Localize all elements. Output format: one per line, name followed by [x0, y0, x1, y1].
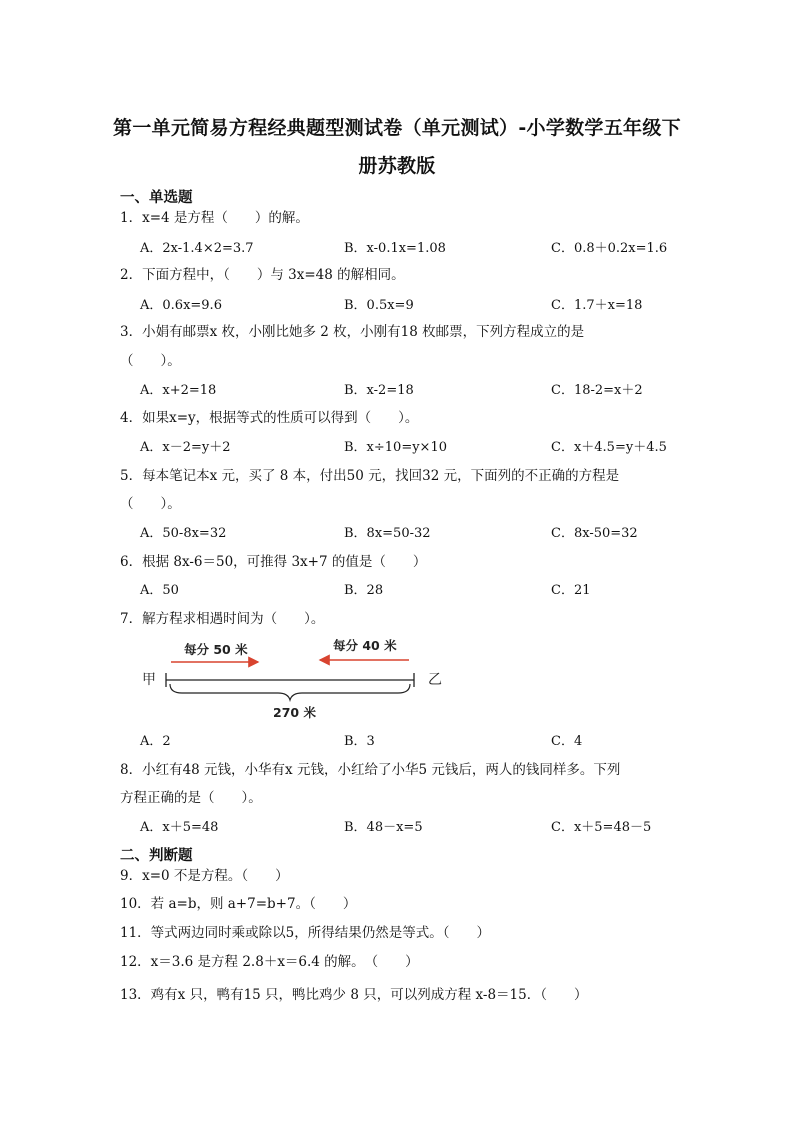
option-8b[interactable]: B．48－x=5: [344, 820, 423, 835]
option-6a[interactable]: A．50: [140, 583, 179, 598]
option-4a[interactable]: A．x－2=y＋2: [140, 440, 231, 455]
option-5b[interactable]: B．8x=50-32: [344, 526, 431, 541]
diagram-speed-right: 每分 40 米: [333, 638, 397, 653]
meeting-distance-diagram: [138, 633, 448, 723]
question-13: 13．鸡有x 只，鸭有15 只，鸭比鸡少 8 只，可以列成方程 x-8＝15．（ ）: [120, 987, 588, 1003]
page-title-line-2: 册苏教版: [358, 155, 436, 177]
option-2c[interactable]: C．1.7＋x=18: [551, 298, 643, 313]
option-6c[interactable]: C．21: [551, 583, 591, 598]
option-7a[interactable]: A．2: [140, 734, 171, 749]
option-5a[interactable]: A．50-8x=32: [140, 526, 227, 541]
question-8-continuation: 方程正确的是（ ）。: [120, 790, 262, 806]
question-5: 5．每本笔记本x 元，买了 8 本，付出50 元，找回32 元，下面列的不正确的方程是: [120, 468, 620, 484]
diagram-label-yi: 乙: [428, 672, 442, 688]
page-title-line-1: 第一单元简易方程经典题型测试卷（单元测试）-小学数学五年级下: [113, 117, 681, 139]
diagram-total-distance: 270 米: [273, 705, 316, 720]
option-1b[interactable]: B．x-0.1x=1.08: [344, 241, 446, 256]
question-9: 9．x=0 不是方程。（ ）: [120, 868, 289, 884]
option-7c[interactable]: C．4: [551, 734, 583, 749]
section-heading-true-false: 二、判断题: [120, 848, 193, 864]
option-1a[interactable]: A．2x-1.4×2=3.7: [140, 241, 254, 256]
option-2b[interactable]: B．0.5x=9: [344, 298, 414, 313]
option-1c[interactable]: C．0.8＋0.2x=1.6: [551, 241, 668, 256]
question-7: 7．解方程求相遇时间为（ ）。: [120, 611, 325, 627]
question-8: 8．小红有48 元钱，小华有x 元钱，小红给了小华5 元钱后，两人的钱同样多。下列: [120, 762, 621, 778]
question-1: 1．x=4 是方程（ ）的解。: [120, 210, 309, 226]
option-6b[interactable]: B．28: [344, 583, 384, 598]
diagram-speed-left: 每分 50 米: [184, 642, 248, 657]
option-5c[interactable]: C．8x-50=32: [551, 526, 638, 541]
question-3-continuation: （ ）。: [120, 353, 181, 369]
option-3c[interactable]: C．18-2=x＋2: [551, 383, 643, 398]
question-12: 12．x＝3.6 是方程 2.8＋x＝6.4 的解。 （ ）: [120, 954, 419, 970]
distance-brace: [170, 684, 410, 700]
question-10: 10．若 a=b，则 a+7=b+7。（ ）: [120, 896, 357, 912]
option-8a[interactable]: A．x＋5=48: [140, 820, 219, 835]
question-2: 2．下面方程中，（ ）与 3x=48 的解相同。: [120, 267, 405, 283]
option-3a[interactable]: A．x+2=18: [140, 383, 217, 398]
question-6: 6．根据 8x-6＝50，可推得 3x+7 的值是（ ）: [120, 554, 427, 570]
question-4: 4．如果x=y，根据等式的性质可以得到（ ）。: [120, 410, 419, 426]
option-4b[interactable]: B．x÷10=y×10: [344, 440, 447, 455]
option-4c[interactable]: C．x＋4.5=y＋4.5: [551, 440, 667, 455]
option-8c[interactable]: C．x＋5=48－5: [551, 820, 652, 835]
option-2a[interactable]: A．0.6x=9.6: [140, 298, 222, 313]
option-3b[interactable]: B．x-2=18: [344, 383, 414, 398]
question-5-continuation: （ ）。: [120, 496, 181, 512]
option-7b[interactable]: B．3: [344, 734, 375, 749]
question-11: 11．等式两边同时乘或除以5，所得结果仍然是等式。（ ）: [120, 925, 491, 941]
section-heading-single-choice: 一、单选题: [120, 190, 193, 206]
question-3: 3．小娟有邮票x 枚，小刚比她多 2 枚，小刚有18 枚邮票，下列方程成立的是: [120, 324, 585, 340]
diagram-label-jia: 甲: [142, 672, 156, 688]
